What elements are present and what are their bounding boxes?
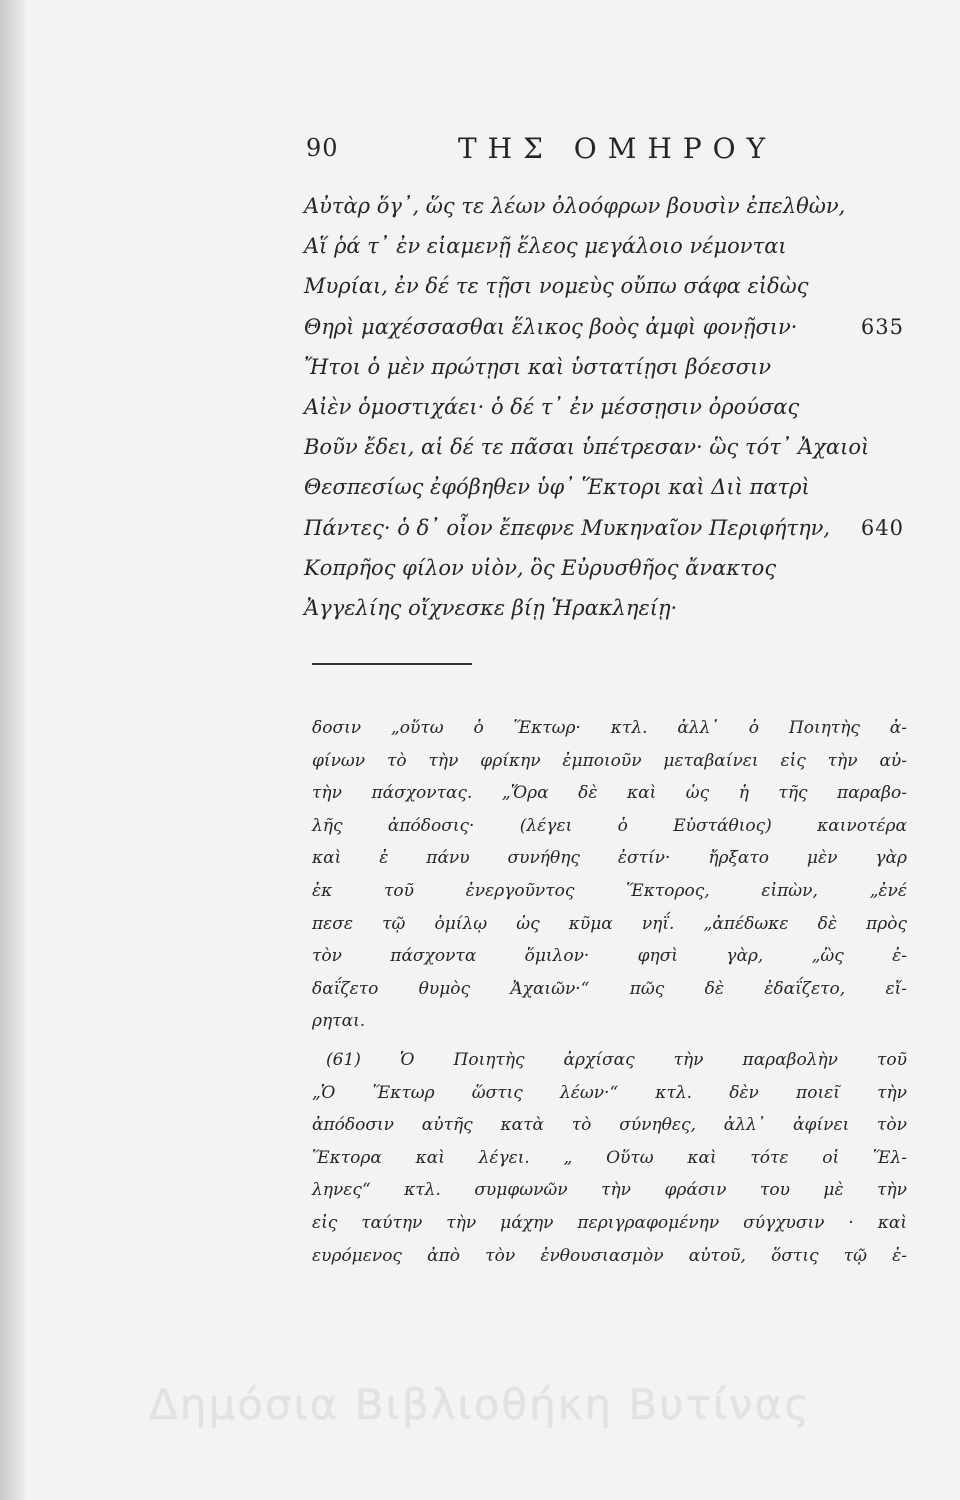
verse-line: Αἵ ῥά τ᾽ ἐν εἱαμενῇ ἕλεος μεγάλοιο νέμονται (304, 234, 787, 259)
running-title: ΤΗΣ ΟΜΗΡΟΥ (458, 132, 777, 165)
note-line: τὴν πάσχοντας. „Ὅρα δὲ καὶ ὡς ἡ τῆς παραβο- (312, 783, 907, 804)
verse-line: Ἤτοι ὁ μὲν πρώτῃσι καὶ ὑστατίῃσι βόεσσιν (304, 354, 772, 379)
verse-line: Θεσπεσίως ἐφόβηθεν ὑφ᾽ Ἕκτορι καὶ Διὶ πατρὶ (304, 475, 810, 500)
verse-line: Μυρίαι, ἐν δέ τε τῇσι νομεὺς οὔπω σάφα εἰδὼς (304, 274, 809, 299)
line-number: 635 (860, 314, 904, 339)
note-line: πεσε τῷ ὁμίλῳ ὡς κῦμα νηΐ. „ἀπέδωκε δὲ πρὸς (312, 913, 907, 934)
footnote-rule (312, 663, 472, 665)
verse-line: Ἀγγελίης οἴχνεσκε βίῃ Ἡρακληείῃ· (304, 595, 678, 620)
verse-block (304, 186, 904, 628)
verse-line: Θηρὶ μαχέσσασθαι ἕλικος βοὸς ἀμφὶ φονῇσιν· 635 (304, 307, 904, 347)
note-line: εἰς ταύτην τὴν μάχην περιγραφομένην σύγχυσιν · καὶ (312, 1212, 907, 1233)
note-line: δοσιν „οὕτω ὁ Ἕκτωρ· κτλ. ἀλλ᾽ ὁ Ποιητὴς ἀ- (312, 718, 907, 738)
note-line: ἐκ τοῦ ἐνεργοῦντος Ἕκτορος, εἰπὼν, „ἐνέ (312, 880, 907, 901)
note-line: τὸν πάσχοντα ὅμιλον· φησὶ γὰρ, „ὣς ἐ- (312, 946, 907, 967)
note-line: καὶ ἐ πάνυ συνήθης ἐστίν· ἤρξατο μὲν γὰρ (312, 848, 907, 869)
line-number: 640 (860, 515, 904, 540)
note-line: ληνες“ κτλ. συμφωνῶν τὴν φράσιν του μὲ τὴν (312, 1180, 907, 1201)
note-line: ἀπόδοσιν αὐτῆς κατὰ τὸ σύνηθες, ἀλλ᾽ ἀφίνει τὸν (312, 1115, 907, 1136)
note-line: λῆς ἀπόδοσις· (λέγει ὁ Εὐστάθιος) καινοτέρα (312, 815, 907, 836)
commentary-notes (312, 712, 907, 1272)
note-line: „Ὁ Ἕκτωρ ὥστις λέων·“ κτλ. δὲν ποιεῖ τὴν (312, 1082, 907, 1103)
page-gutter-shadow (0, 0, 26, 1500)
note-line: ευρόμενος ἀπὸ τὸν ἐνθουσιασμὸν αὐτοῦ, ὅστις τῷ ἐ- (312, 1245, 907, 1266)
note-line: Ἕκτορα καὶ λέγει. „ Οὕτω καὶ τότε οἱ Ἕλ- (312, 1147, 907, 1168)
note-line: (61) Ὁ Ποιητὴς ἀρχίσας τὴν παραβολὴν τοῦ (326, 1049, 907, 1070)
note-line: φίνων τὸ τὴν φρίκην ἐμποιοῦν μεταβαίνει εἰς τὴν αὐ- (312, 750, 907, 771)
note-line: δαΐζετο θυμὸς Ἀχαιῶν·“ πῶς δὲ ἐδαΐζετο, εἴ- (312, 978, 907, 999)
verse-line: Πάντες· ὁ δ᾽ οἶον ἔπεφνε Μυκηναῖον Περιφήτην, 640 (304, 508, 904, 548)
library-watermark: Δημόσια Βιβλιοθήκη Βυτίνας (149, 1380, 811, 1429)
page-number: 90 (306, 134, 339, 162)
note-line: ρηται. (312, 1011, 366, 1032)
verse-line: Βοῦν ἔδει, αἱ δέ τε πᾶσαι ὑπέτρεσαν· ὣς τότ᾽ Ἀχαιοὶ (304, 435, 870, 460)
page-header (300, 128, 860, 168)
verse-line: Αὐτὰρ ὅγ᾽, ὥς τε λέων ὀλοόφρων βουσὶν ἐπελθὼν, (304, 194, 846, 218)
verse-line: Κοπρῆος φίλον υἱὸν, ὃς Εὐρυσθῆος ἄνακτος (304, 555, 777, 580)
verse-line: Αἰὲν ὁμοστιχάει· ὁ δέ τ᾽ ἐν μέσσῃσιν ὀρούσας (304, 394, 800, 419)
